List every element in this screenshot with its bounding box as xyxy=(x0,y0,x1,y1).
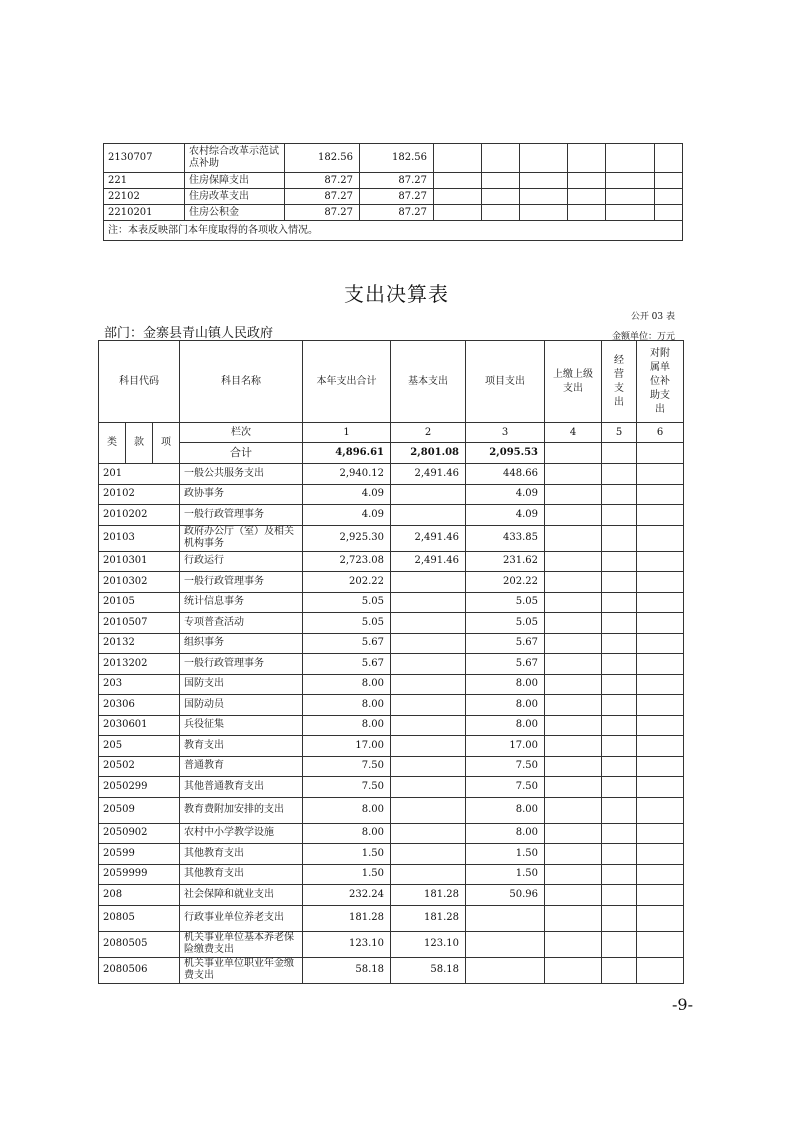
empty-cell xyxy=(655,189,683,205)
row-total: 7.50 xyxy=(303,777,391,798)
row-upper xyxy=(545,715,602,736)
row-subsidy xyxy=(637,864,684,885)
row-project: 448.66 xyxy=(466,464,545,485)
row-project: 7.50 xyxy=(466,777,545,798)
row-upper xyxy=(545,674,602,695)
row-name: 一般行政管理事务 xyxy=(180,505,303,526)
row-basic: 181.28 xyxy=(391,905,466,931)
row-name: 机关事业单位基本养老保险缴费支出 xyxy=(180,931,303,957)
row-upper xyxy=(545,905,602,931)
row-total: 87.27 xyxy=(285,205,360,221)
row-business xyxy=(602,613,637,634)
row-upper xyxy=(545,525,602,551)
row-upper xyxy=(545,957,602,983)
row-basic xyxy=(391,756,466,777)
col-index-4: 4 xyxy=(545,423,602,443)
table-row xyxy=(99,695,684,716)
table-row xyxy=(99,613,684,634)
row-name: 兵役征集 xyxy=(180,715,303,736)
row-project: 433.85 xyxy=(466,525,545,551)
row-code: 20132 xyxy=(99,633,180,654)
row-subsidy xyxy=(637,484,684,505)
empty-cell xyxy=(482,189,520,205)
row-code: 20103 xyxy=(99,525,180,551)
col-index-3: 3 xyxy=(466,423,545,443)
row-basic: 2,491.46 xyxy=(391,525,466,551)
row-total: 1.50 xyxy=(303,864,391,885)
row-subsidy xyxy=(637,633,684,654)
row-subsidy xyxy=(637,592,684,613)
header-row xyxy=(99,341,684,423)
department-label: 部门：金寨县青山镇人民政府 xyxy=(104,326,274,341)
row-upper xyxy=(545,931,602,957)
row-basic xyxy=(391,592,466,613)
table-row xyxy=(99,484,684,505)
row-project: 8.00 xyxy=(466,695,545,716)
row-project: 231.62 xyxy=(466,551,545,572)
row-basic: 181.28 xyxy=(391,885,466,906)
row-upper xyxy=(545,464,602,485)
row-total: 4.09 xyxy=(303,484,391,505)
row-code: 20102 xyxy=(99,484,180,505)
row-subsidy xyxy=(637,674,684,695)
row-project: 8.00 xyxy=(466,674,545,695)
header-lei: 类 xyxy=(99,423,126,464)
amount-unit: 金额单位：万元 xyxy=(611,332,675,342)
row-basic: 123.10 xyxy=(391,931,466,957)
row-project: 7.50 xyxy=(466,756,545,777)
row-subsidy xyxy=(637,654,684,675)
col-index-2: 2 xyxy=(391,423,466,443)
row-upper xyxy=(545,484,602,505)
empty-cell xyxy=(568,173,606,189)
row-basic xyxy=(391,674,466,695)
table-note: 注：本表反映部门本年度取得的各项收入情况。 xyxy=(104,221,683,241)
row-subsidy xyxy=(637,931,684,957)
row-code: 20599 xyxy=(99,844,180,865)
column-index-row xyxy=(99,423,684,443)
row-project: 5.05 xyxy=(466,592,545,613)
row-project: 50.96 xyxy=(466,885,545,906)
row-code: 2210201 xyxy=(104,205,185,221)
row-upper xyxy=(545,505,602,526)
header-upper: 上缴上级支出 xyxy=(545,341,602,423)
table-row xyxy=(99,674,684,695)
row-name: 一般行政管理事务 xyxy=(180,572,303,593)
row-business xyxy=(602,715,637,736)
empty-cell xyxy=(655,144,683,173)
row-total: 4.09 xyxy=(303,505,391,526)
row-project: 4.09 xyxy=(466,505,545,526)
header-subsidy: 对附属单位补助支出 xyxy=(637,341,684,423)
row-total: 5.05 xyxy=(303,613,391,634)
col-index-5: 5 xyxy=(602,423,637,443)
table-row xyxy=(99,885,684,906)
row-subsidy xyxy=(637,957,684,983)
table-row xyxy=(99,957,684,983)
row-total: 8.00 xyxy=(303,823,391,844)
table-row xyxy=(104,189,683,205)
row-total: 232.24 xyxy=(303,885,391,906)
row-subsidy xyxy=(637,505,684,526)
row-code: 221 xyxy=(104,173,185,189)
table-row xyxy=(99,505,684,526)
table-row xyxy=(99,464,684,485)
row-project: 8.00 xyxy=(466,823,545,844)
table-row xyxy=(99,931,684,957)
row-business xyxy=(602,823,637,844)
row-total: 2,925.30 xyxy=(303,525,391,551)
row-business xyxy=(602,633,637,654)
row-subsidy xyxy=(637,777,684,798)
row-code: 2059999 xyxy=(99,864,180,885)
row-subsidy xyxy=(637,736,684,757)
empty-cell xyxy=(655,173,683,189)
table-row xyxy=(99,551,684,572)
row-name: 专项普查活动 xyxy=(180,613,303,634)
header-project: 项目支出 xyxy=(466,341,545,423)
header-name: 科目名称 xyxy=(180,341,303,423)
empty-cell xyxy=(482,144,520,173)
row-total: 87.27 xyxy=(285,189,360,205)
row-project: 17.00 xyxy=(466,736,545,757)
row-code: 2050299 xyxy=(99,777,180,798)
row-business xyxy=(602,885,637,906)
table-row xyxy=(99,756,684,777)
empty-cell xyxy=(434,144,482,173)
row-subsidy xyxy=(637,695,684,716)
col-index-6: 6 xyxy=(637,423,684,443)
header-lanci: 栏次 xyxy=(180,423,303,443)
row-basic xyxy=(391,695,466,716)
row-name: 国防支出 xyxy=(180,674,303,695)
table-row xyxy=(99,736,684,757)
row-code: 20509 xyxy=(99,797,180,823)
row-name: 政协事务 xyxy=(180,484,303,505)
row-business xyxy=(602,525,637,551)
row-upper xyxy=(545,736,602,757)
row-code: 20306 xyxy=(99,695,180,716)
row-name: 国防动员 xyxy=(180,695,303,716)
row-total: 2,723.08 xyxy=(303,551,391,572)
row-basic xyxy=(391,572,466,593)
row-basic: 182.56 xyxy=(360,144,434,173)
row-upper xyxy=(545,756,602,777)
empty-cell xyxy=(434,189,482,205)
row-project: 5.05 xyxy=(466,613,545,634)
table-row xyxy=(99,864,684,885)
row-name: 教育支出 xyxy=(180,736,303,757)
row-code: 205 xyxy=(99,736,180,757)
table-row xyxy=(99,633,684,654)
row-basic xyxy=(391,864,466,885)
row-code: 208 xyxy=(99,885,180,906)
table-row xyxy=(99,572,684,593)
row-code: 2130707 xyxy=(104,144,185,173)
row-code: 2030601 xyxy=(99,715,180,736)
empty-cell xyxy=(520,144,568,173)
row-upper xyxy=(545,864,602,885)
row-total: 5.67 xyxy=(303,654,391,675)
row-subsidy xyxy=(637,885,684,906)
row-total: 123.10 xyxy=(303,931,391,957)
header-total: 本年支出合计 xyxy=(303,341,391,423)
row-upper xyxy=(545,777,602,798)
row-business xyxy=(602,654,637,675)
row-project: 5.67 xyxy=(466,654,545,675)
row-business xyxy=(602,572,637,593)
table-row xyxy=(99,823,684,844)
row-name: 一般行政管理事务 xyxy=(180,654,303,675)
row-subsidy xyxy=(637,756,684,777)
empty-cell xyxy=(520,205,568,221)
row-subsidy xyxy=(637,551,684,572)
row-subsidy xyxy=(637,525,684,551)
row-name: 住房公积金 xyxy=(185,205,285,221)
table-row xyxy=(99,654,684,675)
row-code: 2010302 xyxy=(99,572,180,593)
row-upper xyxy=(545,885,602,906)
row-subsidy xyxy=(637,613,684,634)
row-project: 4.09 xyxy=(466,484,545,505)
row-business xyxy=(602,505,637,526)
row-basic xyxy=(391,736,466,757)
row-name: 行政事业单位养老支出 xyxy=(180,905,303,931)
header-business: 经营支出 xyxy=(602,341,637,423)
empty-cell xyxy=(434,205,482,221)
row-basic: 87.27 xyxy=(360,189,434,205)
sum-label: 合计 xyxy=(180,443,303,464)
row-name: 农村综合改革示范试点补助 xyxy=(185,144,285,173)
row-code: 203 xyxy=(99,674,180,695)
row-business xyxy=(602,695,637,716)
row-subsidy xyxy=(637,905,684,931)
empty-cell xyxy=(606,189,655,205)
row-total: 8.00 xyxy=(303,674,391,695)
row-basic xyxy=(391,797,466,823)
table-row xyxy=(99,797,684,823)
row-project xyxy=(466,905,545,931)
row-upper xyxy=(545,654,602,675)
row-basic: 87.27 xyxy=(360,205,434,221)
row-basic xyxy=(391,777,466,798)
row-subsidy xyxy=(637,572,684,593)
row-business xyxy=(602,957,637,983)
row-business xyxy=(602,844,637,865)
row-business xyxy=(602,551,637,572)
row-business xyxy=(602,905,637,931)
row-code: 2013202 xyxy=(99,654,180,675)
empty-cell xyxy=(606,173,655,189)
row-name: 农村中小学教学设施 xyxy=(180,823,303,844)
row-name: 社会保障和就业支出 xyxy=(180,885,303,906)
row-total: 7.50 xyxy=(303,756,391,777)
row-code: 20805 xyxy=(99,905,180,931)
top-continuation-table xyxy=(103,143,683,241)
row-name: 组织事务 xyxy=(180,633,303,654)
row-business xyxy=(602,931,637,957)
row-name: 普通教育 xyxy=(180,756,303,777)
row-name: 统计信息事务 xyxy=(180,592,303,613)
empty-cell xyxy=(482,173,520,189)
row-project: 8.00 xyxy=(466,797,545,823)
row-code: 2010301 xyxy=(99,551,180,572)
row-code: 2010202 xyxy=(99,505,180,526)
row-name: 行政运行 xyxy=(180,551,303,572)
row-subsidy xyxy=(637,715,684,736)
row-total: 202.22 xyxy=(303,572,391,593)
row-name: 住房保障支出 xyxy=(185,173,285,189)
row-subsidy xyxy=(637,844,684,865)
row-code: 22102 xyxy=(104,189,185,205)
row-upper xyxy=(545,551,602,572)
row-total: 8.00 xyxy=(303,797,391,823)
row-business xyxy=(602,756,637,777)
row-basic: 87.27 xyxy=(360,173,434,189)
table-row xyxy=(99,905,684,931)
row-project: 8.00 xyxy=(466,715,545,736)
row-business xyxy=(602,484,637,505)
sum-row xyxy=(99,443,684,464)
row-code: 201 xyxy=(99,464,180,485)
row-project: 1.50 xyxy=(466,844,545,865)
row-upper xyxy=(545,613,602,634)
row-name: 其他普通教育支出 xyxy=(180,777,303,798)
row-upper xyxy=(545,592,602,613)
table-row xyxy=(104,144,683,173)
header-kuan: 款 xyxy=(126,423,153,464)
row-total: 181.28 xyxy=(303,905,391,931)
empty-cell xyxy=(568,205,606,221)
row-business xyxy=(602,592,637,613)
row-total: 17.00 xyxy=(303,736,391,757)
row-business xyxy=(602,464,637,485)
row-basic xyxy=(391,715,466,736)
col-index-1: 1 xyxy=(303,423,391,443)
row-business xyxy=(602,674,637,695)
empty-cell xyxy=(655,205,683,221)
row-business xyxy=(602,736,637,757)
row-code: 20105 xyxy=(99,592,180,613)
row-name: 其他教育支出 xyxy=(180,864,303,885)
table-row xyxy=(99,844,684,865)
sum-project: 2,095.53 xyxy=(466,443,545,464)
page-number: -9- xyxy=(672,995,693,1014)
row-code: 2080506 xyxy=(99,957,180,983)
row-total: 5.05 xyxy=(303,592,391,613)
expenditure-table xyxy=(98,340,684,984)
table-row xyxy=(99,777,684,798)
row-upper xyxy=(545,695,602,716)
row-project: 5.67 xyxy=(466,633,545,654)
row-code: 2080505 xyxy=(99,931,180,957)
row-project xyxy=(466,957,545,983)
row-name: 机关事业单位职业年金缴费支出 xyxy=(180,957,303,983)
row-total: 58.18 xyxy=(303,957,391,983)
empty-cell xyxy=(606,144,655,173)
row-code: 2010507 xyxy=(99,613,180,634)
empty-cell xyxy=(520,189,568,205)
empty-cell xyxy=(568,144,606,173)
row-basic xyxy=(391,633,466,654)
empty-cell xyxy=(606,205,655,221)
row-basic xyxy=(391,505,466,526)
row-business xyxy=(602,777,637,798)
row-code: 2050902 xyxy=(99,823,180,844)
row-business xyxy=(602,864,637,885)
row-total: 182.56 xyxy=(285,144,360,173)
row-upper xyxy=(545,797,602,823)
empty-cell xyxy=(568,189,606,205)
note-row xyxy=(104,221,683,241)
row-subsidy xyxy=(637,797,684,823)
row-basic xyxy=(391,484,466,505)
row-name: 教育费附加安排的支出 xyxy=(180,797,303,823)
row-basic xyxy=(391,654,466,675)
row-name: 政府办公厅（室）及相关机构事务 xyxy=(180,525,303,551)
table-row xyxy=(104,173,683,189)
row-total: 8.00 xyxy=(303,715,391,736)
row-basic xyxy=(391,613,466,634)
row-project: 202.22 xyxy=(466,572,545,593)
sum-basic: 2,801.08 xyxy=(391,443,466,464)
row-upper xyxy=(545,823,602,844)
row-upper xyxy=(545,633,602,654)
row-upper xyxy=(545,844,602,865)
row-total: 87.27 xyxy=(285,173,360,189)
row-subsidy xyxy=(637,464,684,485)
row-total: 2,940.12 xyxy=(303,464,391,485)
row-business xyxy=(602,797,637,823)
sum-total: 4,896.61 xyxy=(303,443,391,464)
row-upper xyxy=(545,572,602,593)
row-code: 20502 xyxy=(99,756,180,777)
row-name: 一般公共服务支出 xyxy=(180,464,303,485)
page-title: 支出决算表 xyxy=(344,282,449,306)
row-basic xyxy=(391,844,466,865)
row-basic: 2,491.46 xyxy=(391,464,466,485)
empty-cell xyxy=(434,173,482,189)
row-subsidy xyxy=(637,823,684,844)
header-basic: 基本支出 xyxy=(391,341,466,423)
row-total: 1.50 xyxy=(303,844,391,865)
row-basic: 58.18 xyxy=(391,957,466,983)
table-row xyxy=(99,715,684,736)
row-total: 5.67 xyxy=(303,633,391,654)
row-project xyxy=(466,931,545,957)
row-name: 其他教育支出 xyxy=(180,844,303,865)
row-basic xyxy=(391,823,466,844)
empty-cell xyxy=(520,173,568,189)
form-number: 公开 03 表 xyxy=(630,312,675,322)
row-total: 8.00 xyxy=(303,695,391,716)
empty-cell xyxy=(482,205,520,221)
table-row xyxy=(99,525,684,551)
row-project: 1.50 xyxy=(466,864,545,885)
table-row xyxy=(104,205,683,221)
row-basic: 2,491.46 xyxy=(391,551,466,572)
table-row xyxy=(99,592,684,613)
header-code: 科目代码 xyxy=(99,341,180,423)
row-name: 住房改革支出 xyxy=(185,189,285,205)
header-xiang: 项 xyxy=(153,423,180,464)
